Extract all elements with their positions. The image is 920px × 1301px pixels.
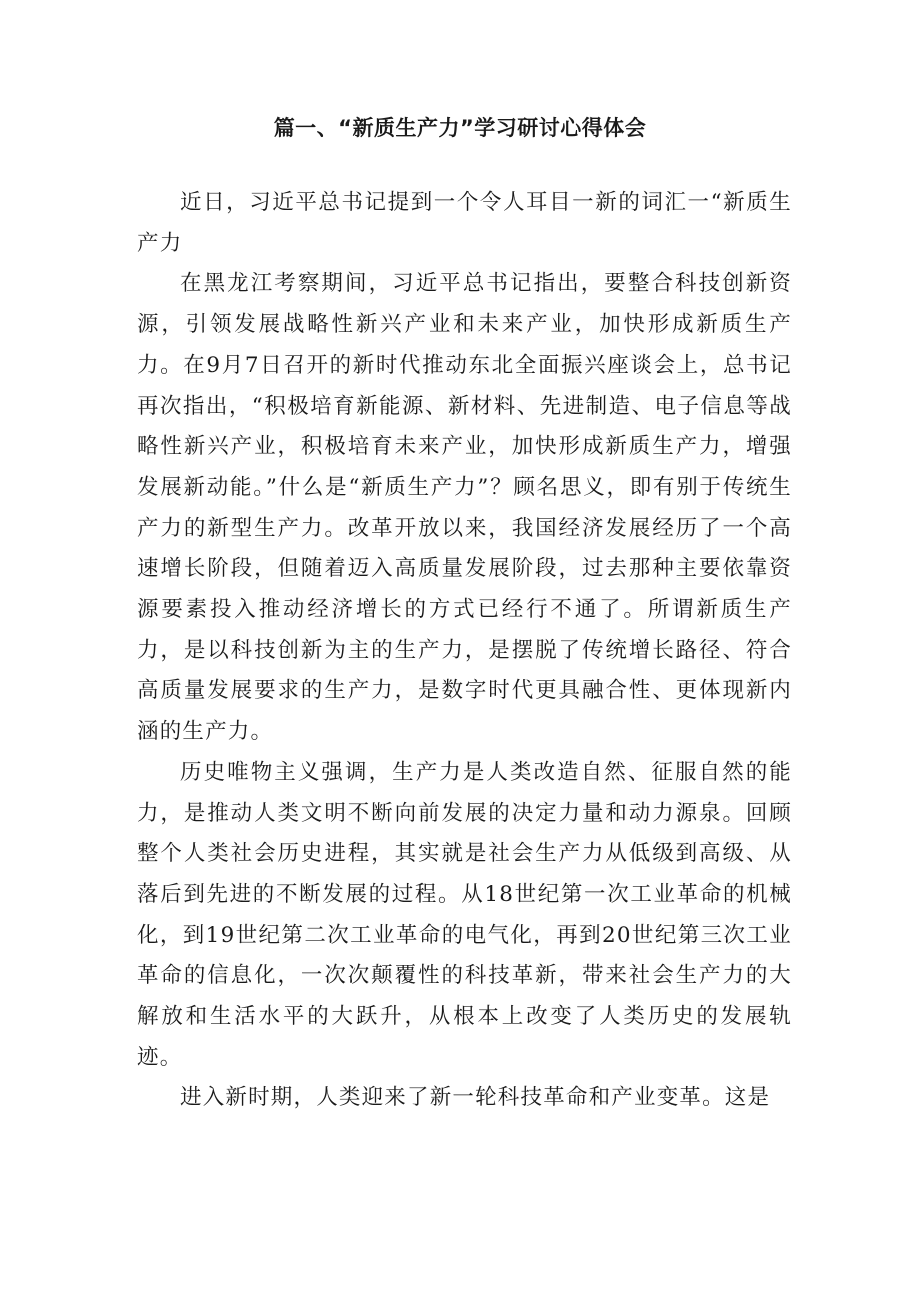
paragraph: 进入新时期，人类迎来了新一轮科技革命和产业变革。这是 <box>180 1085 771 1111</box>
paragraph: 历史唯物主义强调，生产力是人类改造自然、征服自然的能力，是推动人类文明不断向前发展的决定力量和动力源泉。回顾整个人类社会历史进程，其实就是社会生产力从低级到高级、从落后到先进的不断发展的过程。从18世纪第一次工业革命的机械化，到19世纪第二次工业革命的电气化，再到20世纪第三次工业革命的信息化，一次次颠覆性的科技革新，带来社会生产力的大解放和生活水平的大跃升，从根本上改变了人类历史的发展轨迹。 <box>137 759 792 1070</box>
document-body <box>137 183 792 1119</box>
paragraph: 近日，习近平总书记提到一个令人耳目一新的词汇一“新质生产力 <box>137 190 792 256</box>
document-title: 篇一、“新质生产力”学习研讨心得体会 <box>273 116 647 140</box>
paragraph: 在黑龙江考察期间，习近平总书记指出，要整合科技创新资源，引领发展战略性新兴产业和未来产业，加快形成新质生产力。在9月7日召开的新时代推动东北全面振兴座谈会上，总书记再次指出，“积极培育新能源、新材料、先进制造、电子信息等战略性新兴产业，积极培育未来产业，加快形成新质生产力，增强发展新动能。”什么是“新质生产力”？顾名思义，即有别于传统生产力的新型生产力。改革开放以来，我国经济发展经历了一个高速增长阶段，但随着迈入高质量发展阶段，过去那种主要依靠资源要素投入推动经济增长的方式已经行不通了。所谓新质生产力，是以科技创新为主的生产力，是摆脱了传统增长路径、符合高质量发展要求的生产力，是数字时代更具融合性、更体现新内涵的生产力。 <box>137 271 792 745</box>
